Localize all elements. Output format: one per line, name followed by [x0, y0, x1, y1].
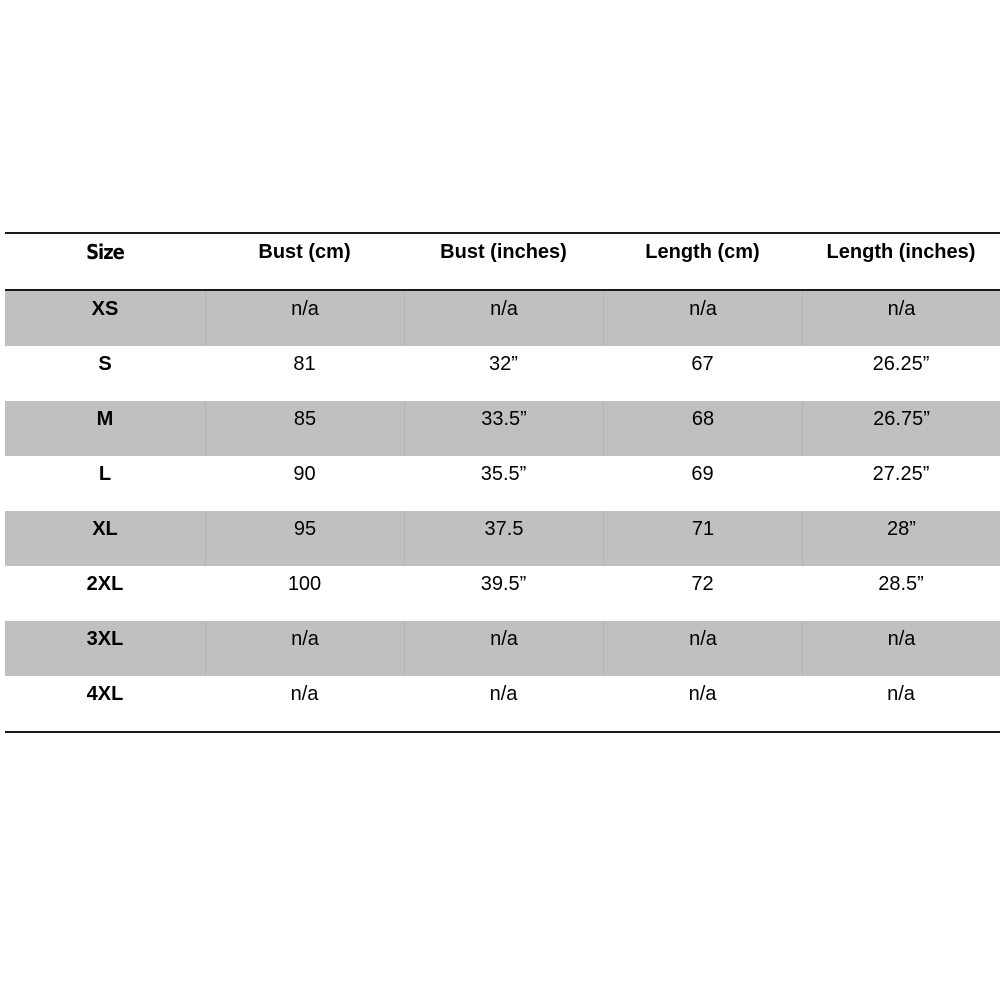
- bust-inches-cell: 39.5”: [480, 573, 527, 595]
- size-chart-table: [5, 232, 1000, 733]
- length-inches-cell: 28.5”: [878, 573, 924, 595]
- table-row: [5, 511, 1000, 566]
- bust-inches-cell: 32”: [489, 353, 518, 375]
- bust-cm-cell: 95: [205, 511, 404, 566]
- bust-inches-cell: n/a: [489, 683, 518, 705]
- length-cm-cell: n/a: [688, 683, 717, 705]
- table-row: [5, 566, 1000, 621]
- table-row: [5, 456, 1000, 511]
- bust-cm-cell: 100: [287, 573, 322, 595]
- bust-inches-cell: 35.5”: [480, 463, 527, 485]
- table-row: [5, 291, 1000, 346]
- header-length-inches: Length (inches): [826, 241, 976, 263]
- length-inches-cell: n/a: [802, 621, 1000, 676]
- table-row: [5, 401, 1000, 456]
- bust-cm-cell: n/a: [205, 621, 404, 676]
- bust-cm-cell: n/a: [205, 291, 404, 346]
- table-row: [5, 676, 1000, 731]
- length-cm-cell: n/a: [603, 621, 802, 676]
- size-cell: 3XL: [5, 621, 205, 676]
- bust-inches-cell: 37.5: [404, 511, 603, 566]
- length-inches-cell: n/a: [887, 683, 915, 705]
- size-cell: M: [5, 401, 205, 456]
- length-inches-cell: 27.25”: [872, 463, 930, 485]
- length-inches-cell: 26.25”: [872, 353, 930, 375]
- length-cm-cell: 68: [603, 401, 802, 456]
- header-bust-inches: Bust (inches): [440, 241, 567, 263]
- bust-cm-cell: 81: [293, 353, 316, 375]
- length-cm-cell: 67: [691, 353, 714, 375]
- bust-inches-cell: n/a: [404, 291, 603, 346]
- bust-cm-cell: 90: [293, 463, 316, 485]
- size-cell: XL: [5, 511, 205, 566]
- bust-inches-cell: 33.5”: [404, 401, 603, 456]
- header-size: Size: [86, 240, 124, 264]
- length-inches-cell: n/a: [802, 291, 1000, 346]
- table-row: [5, 346, 1000, 401]
- size-cell: S: [98, 353, 112, 375]
- table-row: [5, 621, 1000, 676]
- bust-cm-cell: n/a: [290, 683, 319, 705]
- length-cm-cell: 72: [691, 573, 714, 595]
- size-cell: XS: [5, 291, 205, 346]
- header-length-cm: Length (cm): [645, 241, 760, 263]
- size-cell: 2XL: [86, 573, 124, 595]
- length-inches-cell: 26.75”: [802, 401, 1000, 456]
- size-cell: L: [98, 463, 112, 485]
- bust-inches-cell: n/a: [404, 621, 603, 676]
- table-header-row: [5, 234, 1000, 291]
- length-inches-cell: 28”: [802, 511, 1000, 566]
- header-bust-cm: Bust (cm): [258, 241, 351, 263]
- length-cm-cell: 71: [603, 511, 802, 566]
- length-cm-cell: n/a: [603, 291, 802, 346]
- bust-cm-cell: 85: [205, 401, 404, 456]
- size-cell: 4XL: [86, 683, 124, 705]
- length-cm-cell: 69: [691, 463, 714, 485]
